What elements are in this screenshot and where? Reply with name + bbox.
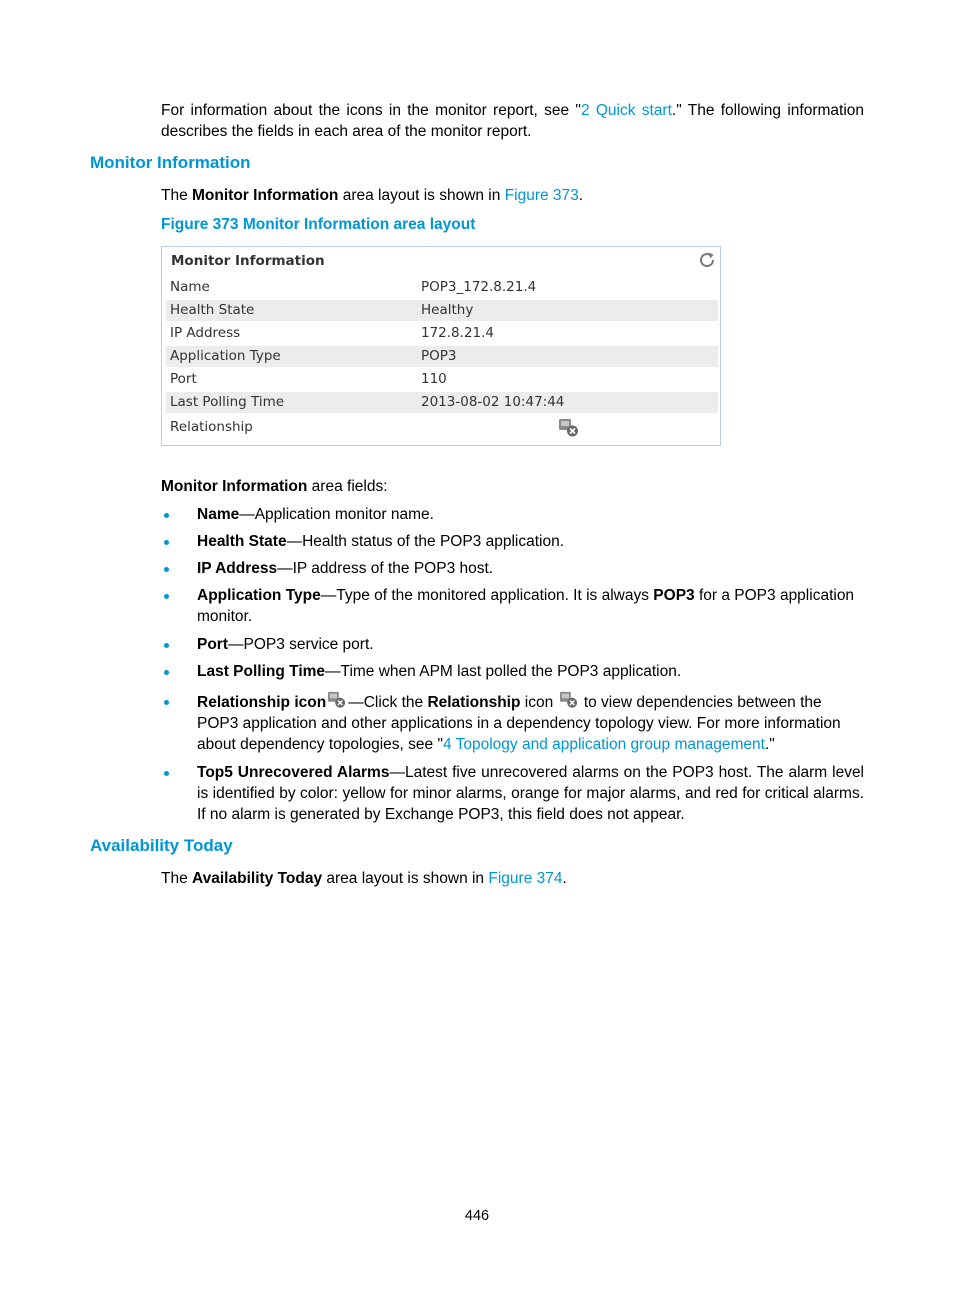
field-name: IP Address — [197, 560, 278, 577]
field-name: Last Polling Time — [197, 663, 326, 680]
list-item — [161, 634, 864, 655]
field-description: —Health status of the POP3 application. — [286, 533, 565, 550]
availability-today-paragraph — [161, 868, 864, 889]
text: The — [161, 187, 193, 204]
table-row — [166, 300, 718, 321]
field-description: icon — [520, 694, 558, 711]
text: area fields: — [307, 478, 388, 495]
field-description: —IP address of the POP3 host. — [277, 560, 494, 577]
field-description: —Application monitor name. — [239, 506, 434, 523]
field-name: Application Type — [197, 587, 321, 604]
text: . — [578, 187, 584, 204]
relationship-icon[interactable] — [558, 418, 580, 438]
bold-term: Availability Today — [192, 870, 323, 887]
field-description: —Type of the monitored application. It is always — [320, 587, 654, 604]
table-row — [166, 369, 718, 390]
relationship-row — [166, 417, 718, 438]
list-item — [161, 585, 864, 627]
field-description: —Latest five unrecovered alarms on the POP3 host. The alarm level is identified by color: yellow for minor alarms, orange for major alarms, and red for critical alarms. If no alarm is generated by Exchange POP3, this field does not appear. — [197, 764, 865, 823]
list-item — [161, 691, 864, 755]
field-name: Relationship icon — [197, 694, 327, 711]
row-label: Last Polling Time — [170, 394, 285, 410]
field-name: Port — [197, 636, 228, 653]
fields-intro — [161, 476, 864, 497]
field-name: Health State — [197, 533, 287, 550]
relationship-icon — [326, 691, 348, 709]
quick-start-link[interactable]: 2 Quick start — [580, 102, 672, 119]
field-description: ." — [764, 736, 775, 753]
intro-text: For information about the icons in the monitor report, see " — [161, 102, 581, 119]
row-label: Application Type — [170, 348, 281, 364]
panel-title: Monitor Information — [171, 253, 325, 269]
field-description: —Click the — [348, 694, 428, 711]
field-description: for a POP3 application monitor. — [197, 587, 855, 625]
list-item — [161, 531, 864, 552]
refresh-icon[interactable] — [697, 250, 717, 270]
row-label: Relationship — [170, 419, 253, 435]
bold-term: POP3 — [653, 587, 695, 604]
fields-list — [161, 500, 864, 825]
field-description: —Time when APM last polled the POP3 application. — [325, 663, 682, 680]
intro-paragraph — [161, 100, 864, 142]
row-label: Health State — [170, 302, 255, 318]
table-row — [166, 392, 718, 413]
bold-term: Relationship — [427, 694, 521, 711]
text: area layout is shown in — [322, 870, 489, 887]
row-label: Port — [170, 371, 197, 387]
row-value: 110 — [421, 371, 447, 387]
list-item — [161, 558, 864, 579]
list-item — [161, 762, 864, 825]
table-row — [166, 277, 718, 298]
topology-link[interactable]: 4 Topology and application group management — [442, 736, 765, 753]
field-name: Top5 Unrecovered Alarms — [197, 764, 390, 781]
row-value: Healthy — [421, 302, 474, 318]
field-description: —POP3 service port. — [228, 636, 374, 653]
figure-373-link[interactable]: Figure 373 — [504, 187, 579, 204]
text: The — [161, 870, 193, 887]
section-heading-availability-today: Availability Today — [90, 836, 233, 855]
text: area layout is shown in — [338, 187, 505, 204]
figure-caption: Figure 373 Monitor Information area layout — [161, 216, 476, 233]
bold-term: Monitor Information — [192, 187, 339, 204]
row-value: 172.8.21.4 — [421, 325, 494, 341]
list-item — [161, 661, 864, 682]
bold-term: Monitor Information — [161, 478, 308, 495]
row-label: Name — [170, 279, 210, 295]
table-row — [166, 323, 718, 344]
row-value: 2013-08-02 10:47:44 — [421, 394, 565, 410]
row-value: POP3 — [421, 348, 457, 364]
table-row — [166, 346, 718, 367]
monitor-information-panel — [161, 246, 721, 446]
field-name: Name — [197, 506, 240, 523]
figure-374-link[interactable]: Figure 374 — [488, 870, 563, 887]
section-heading-monitor-information: Monitor Information — [90, 153, 251, 172]
field-description: to view dependencies between the POP3 application and other applications in a dependency topology view. For more information about dependency topologies, see " — [197, 694, 841, 753]
monitor-information-paragraph — [161, 185, 864, 206]
text: . — [562, 870, 567, 887]
list-item — [161, 504, 864, 525]
row-label: IP Address — [170, 325, 241, 341]
row-value: POP3_172.8.21.4 — [421, 279, 537, 295]
intro-text-2: ." The following information describes the fields in each area of the monitor report. — [161, 102, 865, 140]
relationship-icon — [558, 691, 580, 709]
page-number: 446 — [464, 1208, 490, 1224]
